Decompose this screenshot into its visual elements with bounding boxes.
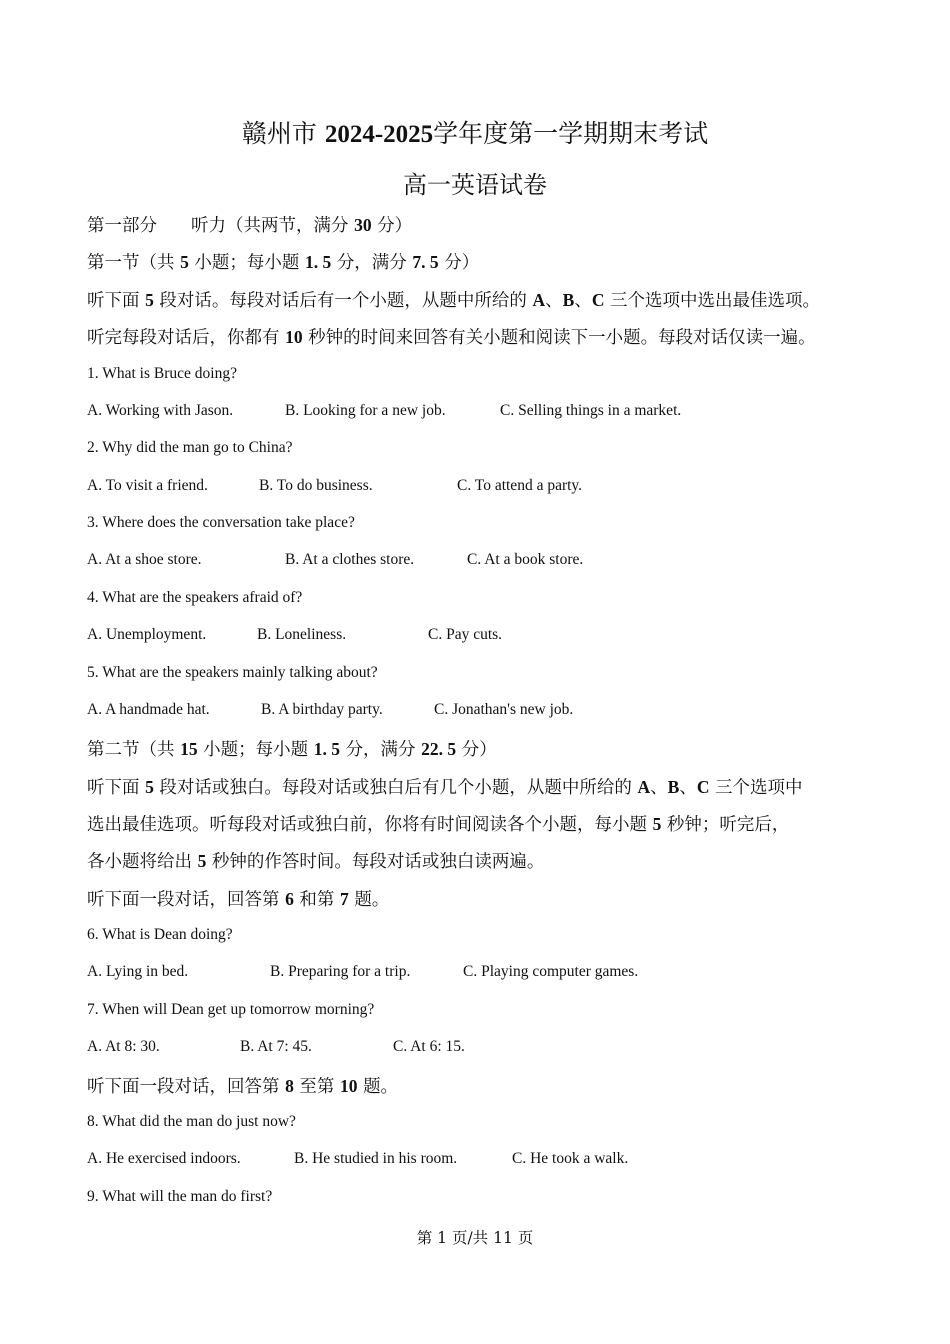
q6-option-c: C. Playing computer games. [463, 963, 639, 980]
section2-instruction-1: 听下面 5 段对话或独白。每段对话或独白后有几个小题，从题中所给的 A、B、C 三个选项中 [87, 777, 803, 798]
q7-option-a: A. At 8: 30. [87, 1038, 160, 1055]
q8-option-a: A. He exercised indoors. [87, 1150, 241, 1167]
question-2: 2. Why did the man go to China? [87, 439, 293, 456]
q5-option-a: A. A handmade hat. [87, 701, 210, 718]
section2-instruction-2: 选出最佳选项。听每段对话或独白前，你将有时间阅读各个小题，每小题 5 秒钟；听完后， [87, 814, 790, 835]
q7-option-b: B. At 7: 45. [240, 1038, 312, 1055]
section1-heading: 第一节（共 5 小题；每小题 1. 5 分，满分 7. 5 分） [87, 252, 480, 273]
q2-option-b: B. To do business. [259, 477, 373, 494]
q1-option-b: B. Looking for a new job. [285, 402, 446, 419]
q4-option-c: C. Pay cuts. [428, 626, 503, 643]
question-4: 4. What are the speakers afraid of? [87, 589, 303, 606]
section2-heading: 第二节（共 15 小题；每小题 1. 5 分，满分 22. 5 分） [87, 739, 497, 760]
q3-option-b: B. At a clothes store. [285, 551, 415, 568]
q1-option-c: C. Selling things in a market. [500, 402, 682, 419]
q4-option-b: B. Loneliness. [257, 626, 347, 643]
q1-option-a: A. Working with Jason. [87, 402, 234, 419]
q5-option-b: B. A birthday party. [261, 701, 383, 718]
title-city: 赣州市 [241, 119, 317, 148]
q2-option-a: A. To visit a friend. [87, 477, 208, 494]
question-3: 3. Where does the conversation take place? [87, 514, 355, 531]
q5-option-c: C. Jonathan's new job. [434, 701, 574, 718]
group-instruction-6-7: 听下面一段对话，回答第 6 和第 7 题。 [87, 889, 390, 910]
question-7: 7. When will Dean get up tomorrow morning? [87, 1001, 375, 1018]
question-6: 6. What is Dean doing? [87, 926, 233, 943]
q8-option-b: B. He studied in his room. [294, 1150, 458, 1167]
section2-instruction-3: 各小题将给出 5 秒钟的作答时间。每段对话或独白读两遍。 [87, 851, 545, 872]
q3-option-a: A. At a shoe store. [87, 551, 202, 568]
q8-option-c: C. He took a walk. [512, 1150, 629, 1167]
title-rest: 学年度第一学期期末考试 [433, 119, 709, 148]
group-instruction-8-10: 听下面一段对话，回答第 8 至第 10 题。 [87, 1076, 399, 1097]
question-9: 9. What will the man do first? [87, 1188, 273, 1205]
exam-subtitle: 高一英语试卷 [403, 171, 547, 199]
q2-option-c: C. To attend a party. [457, 477, 583, 494]
q7-option-c: C. At 6: 15. [393, 1038, 465, 1055]
section1-instruction-2: 听完每段对话后，你都有 10 秒钟的时间来回答有关小题和阅读下一小题。每段对话仅读一遍。 [87, 327, 816, 348]
question-1: 1. What is Bruce doing? [87, 365, 237, 382]
question-5: 5. What are the speakers mainly talking about? [87, 664, 378, 681]
question-8: 8. What did the man do just now? [87, 1113, 296, 1130]
page-footer: 第 1 页/共 11 页 [416, 1229, 534, 1247]
title-years: 2024-2025 [324, 121, 434, 148]
part1-heading: 第一部分 听力（共两节，满分 30 分） [87, 215, 413, 236]
q4-option-a: A. Unemployment. [87, 626, 207, 643]
section1-instruction-1: 听下面 5 段对话。每段对话后有一个小题，从题中所给的 A、B、C 三个选项中选出最佳选项。 [87, 290, 821, 311]
exam-title [0, 114, 950, 150]
q6-option-b: B. Preparing for a trip. [270, 963, 411, 980]
q6-option-a: A. Lying in bed. [87, 963, 189, 980]
q3-option-c: C. At a book store. [467, 551, 584, 568]
